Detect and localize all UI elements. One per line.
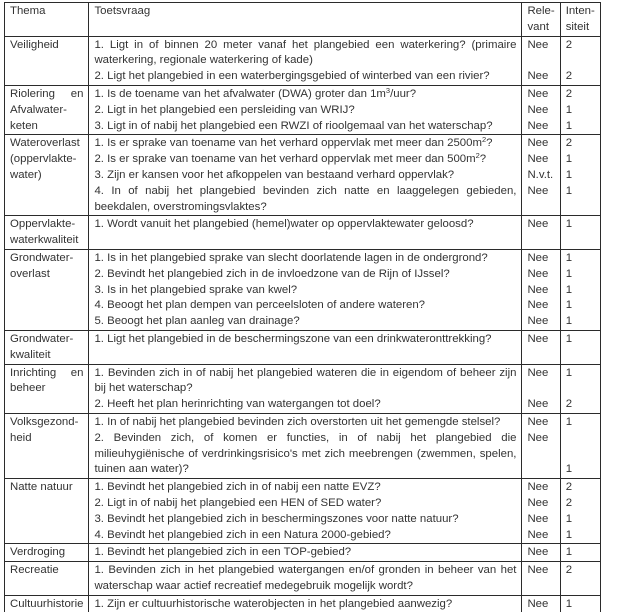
- superscript: 2: [475, 151, 480, 161]
- header-relevant: [522, 3, 560, 37]
- thema-cell: [5, 85, 89, 134]
- thema-cell: [5, 216, 89, 250]
- relevant-value: Nee: [527, 366, 549, 379]
- intensiteit-value: 2: [565, 137, 573, 150]
- relevant-cell: [522, 364, 560, 413]
- thema-cell: [5, 413, 89, 478]
- relevant-value: Nee: [527, 431, 549, 444]
- table-row: [5, 216, 601, 250]
- relevant-value: Nee: [527, 87, 549, 100]
- relevant-value: Nee: [527, 512, 549, 525]
- intensiteit-cell: [560, 413, 600, 478]
- thema-cell: [5, 544, 89, 562]
- table-row: [5, 249, 601, 330]
- intensiteit-value: 2: [565, 87, 573, 100]
- table-row: [5, 36, 601, 85]
- intensiteit-value: 2: [565, 398, 573, 411]
- toetsvraag-question: 1. Bevinden zich in of nabij het plangebied wateren die in eigendom of beheer zijn bij het waterschap?: [94, 366, 517, 395]
- toetsvraag-question: 1. Is er sprake van toename van het verhard oppervlak met meer dan $2500m^2$?: [94, 135, 493, 150]
- intensiteit-value: 1: [565, 415, 573, 428]
- toetsvraag-question: 1. In of nabij het plangebied bevinden zich overstorten uit het gemengde stelsel?: [94, 415, 501, 428]
- toetsvraag-question: 2. Ligt in het plangebied een persleiding van WRIJ?: [94, 103, 355, 116]
- thema-label: keten: [10, 119, 38, 132]
- table-row: [5, 330, 601, 364]
- intensiteit-value: 1: [565, 153, 573, 166]
- table-body: [5, 36, 601, 612]
- intensiteit-value: 1: [565, 546, 573, 559]
- relevant-value: Nee: [527, 564, 549, 577]
- toetsvraag-question: 1. Is de toename van het afvalwater (DWA) groter dan $1m^3$/uur?: [94, 85, 417, 100]
- relevant-value: Nee: [527, 315, 549, 328]
- table-row: [5, 364, 601, 413]
- relevant-value: Nee: [527, 251, 549, 264]
- relevant-value: Nee: [527, 119, 549, 132]
- toetsvraag-question: 3. Is in het plangebied sprake van kwel?: [94, 283, 298, 296]
- relevant-value: [527, 53, 554, 69]
- toetsvraag-question: 3. Bevindt het plangebied zich in beschermingszones voor natte natuur?: [94, 512, 459, 525]
- thema-label: heid: [10, 431, 32, 444]
- intensiteit-value: 1: [565, 103, 573, 116]
- table-row: [5, 85, 601, 134]
- toetsvraag-question: 3. Ligt in of nabij het plangebied een RWZI of rioolgemaal van het waterschap?: [94, 119, 493, 132]
- thema-label: (oppervlakte-: [10, 153, 77, 166]
- intensiteit-cell: [560, 562, 600, 596]
- intensiteit-value: [566, 431, 595, 447]
- intensiteit-cell: [560, 479, 600, 544]
- table-row: [5, 479, 601, 544]
- intensiteit-value: 1: [565, 267, 573, 280]
- toetsvraag-question: 3. Zijn er kansen voor het afkoppelen van bestaand verhard oppervlak?: [94, 168, 455, 181]
- thema-cell: [5, 36, 89, 85]
- relevant-value: Nee: [527, 415, 549, 428]
- relevant-value: Nee: [527, 218, 549, 231]
- toetsvraag-question: 2. Ligt het plangebied in een waterbergingsgebied of winterbed van een rivier?: [94, 70, 490, 83]
- thema-cell: [5, 595, 89, 612]
- intensiteit-value: 1: [565, 168, 573, 181]
- toetsvraag-question: 1. Wordt vanuit het plangebied (hemel)water op oppervlaktewater geloosd?: [94, 218, 474, 231]
- thema-label: Natte natuur: [10, 481, 73, 494]
- relevant-value: Nee: [527, 184, 549, 197]
- intensiteit-value: 2: [565, 481, 573, 494]
- intensiteit-cell: [560, 216, 600, 250]
- toetsvragen-table: [4, 2, 601, 612]
- intensiteit-value: 1: [565, 283, 573, 296]
- intensiteit-value: 1: [565, 119, 573, 132]
- table-row: [5, 135, 601, 216]
- thema-label: Veiligheid: [10, 38, 59, 51]
- relevant-value: N.v.t.: [527, 168, 554, 181]
- toetsvraag-question: 2. Ligt in of nabij het plangebied een HEN of SED water?: [94, 496, 382, 509]
- intensiteit-cell: [560, 330, 600, 364]
- table-row: [5, 562, 601, 596]
- header-toetsvraag: [89, 3, 522, 37]
- thema-label: Oppervlakte-: [10, 218, 76, 231]
- intensiteit-value: 1: [565, 463, 573, 476]
- header-thema-label: Thema: [10, 5, 46, 17]
- thema-label: beheer: [10, 382, 46, 395]
- thema-cell: [5, 135, 89, 216]
- intensiteit-value: [566, 53, 595, 69]
- thema-label: Cultuurhistorie: [10, 597, 84, 610]
- toetsvraag-question: 2. Is er sprake van toename van het verhard oppervlak met meer dan $500m^2$?: [94, 151, 487, 166]
- intensiteit-value: 1: [565, 512, 573, 525]
- header-relevant-line: vant: [527, 20, 549, 33]
- toetsvraag-question: 1. Bevindt het plangebied zich in een TOP-gebied?: [94, 546, 352, 559]
- header-toetsvraag-label: Toetsvraag: [94, 5, 151, 17]
- toetsvraag-question: 1. Is in het plangebied sprake van slecht doorlatende lagen in de ondergrond?: [94, 251, 488, 264]
- header-intensiteit-line: siteit: [565, 20, 590, 33]
- thema-label: water): [10, 168, 42, 181]
- thema-cell: [5, 364, 89, 413]
- relevant-value: Nee: [527, 546, 549, 559]
- superscript: 3: [385, 85, 391, 95]
- thema-label: Volksgezond-: [10, 415, 79, 428]
- toetsvraag-question: 2. Heeft het plan herinrichting van watergangen tot doel?: [94, 398, 381, 411]
- intensiteit-cell: [560, 544, 600, 562]
- intensiteit-value: 1: [565, 597, 573, 610]
- intensiteit-value: [566, 381, 595, 397]
- intensiteit-value: 2: [565, 38, 573, 51]
- relevant-cell: [522, 479, 560, 544]
- toetsvraag-question: 4. Bevindt het plangebied zich in een Natura 2000-gebied?: [94, 528, 391, 541]
- thema-label: Wateroverlast: [10, 137, 80, 150]
- thema-label: Riolering en: [10, 87, 84, 100]
- thema-label: Grondwater-: [10, 251, 74, 264]
- intensiteit-cell: [560, 364, 600, 413]
- header-thema: [5, 3, 89, 37]
- header-relevant-line: Rele-: [527, 5, 555, 17]
- toetsvraag-question: 1. Bevinden zich in het plangebied watergangen en/of gronden in beheer van het waterschap waar actief recreatief medegebruik mogelijk wordt?: [94, 564, 517, 592]
- relevant-value: [527, 381, 554, 397]
- intensiteit-value: 2: [565, 70, 573, 83]
- intensiteit-cell: [560, 36, 600, 85]
- toetsvraag-cell: [89, 216, 522, 250]
- thema-cell: [5, 562, 89, 596]
- toetsvraag-cell: [89, 562, 522, 596]
- relevant-value: Nee: [527, 528, 549, 541]
- toetsvraag-cell: [89, 595, 522, 612]
- relevant-value: Nee: [527, 597, 549, 610]
- toetsvraag-cell: [89, 364, 522, 413]
- intensiteit-value: 1: [565, 218, 573, 231]
- relevant-cell: [522, 544, 560, 562]
- toetsvraag-question: 4. Beoogt het plan dempen van perceelsloten of andere wateren?: [94, 299, 426, 312]
- intensiteit-value: 2: [565, 564, 573, 577]
- relevant-value: Nee: [527, 299, 549, 312]
- relevant-value: Nee: [527, 496, 549, 509]
- toetsvraag-question: 4. In of nabij het plangebied bevinden zich natte en laaggelegen gebieden, beekdalen, overstromingsvlaktes?: [94, 184, 517, 213]
- toetsvraag-cell: [89, 330, 522, 364]
- thema-label: overlast: [10, 267, 50, 280]
- thema-label: Afvalwater-: [10, 103, 67, 116]
- header-intensiteit: [560, 3, 600, 37]
- relevant-value: Nee: [527, 283, 549, 296]
- intensiteit-value: 1: [565, 299, 573, 312]
- thema-cell: [5, 249, 89, 330]
- thema-label: Verdroging: [10, 546, 66, 559]
- thema-cell: [5, 479, 89, 544]
- thema-label: Inrichting en: [10, 366, 84, 379]
- toetsvraag-cell: [89, 479, 522, 544]
- toetsvraag-cell: [89, 135, 522, 216]
- thema-cell: [5, 330, 89, 364]
- intensiteit-value: 1: [565, 528, 573, 541]
- header-intensiteit-line: Inten-: [565, 5, 595, 17]
- relevant-value: Nee: [527, 70, 549, 83]
- intensiteit-value: 2: [565, 496, 573, 509]
- relevant-value: Nee: [527, 103, 549, 116]
- toetsvraag-question: 1. Bevindt het plangebied zich in of nabij een natte EVZ?: [94, 481, 381, 494]
- intensiteit-value: 1: [565, 332, 573, 345]
- table-row: [5, 544, 601, 562]
- intensiteit-cell: [560, 135, 600, 216]
- intensiteit-cell: [560, 249, 600, 330]
- toetsvraag-question: 2. Bevindt het plangebied zich in de invloedzone van de Rijn of IJssel?: [94, 267, 450, 280]
- toetsvraag-cell: [89, 413, 522, 478]
- table-row: [5, 413, 601, 478]
- toetsvraag-cell: [89, 544, 522, 562]
- intensiteit-value: 1: [565, 315, 573, 328]
- relevant-value: Nee: [527, 153, 549, 166]
- intensiteit-value: 1: [565, 184, 573, 197]
- superscript: 2: [481, 135, 487, 145]
- toetsvraag-question: 2. Bevinden zich, of komen er functies, in of nabij het plangebied die milieuhygiënische of verdrinkingsrisico's met zich meebrengen (zwemmen, spelen, tuinen aan water)?: [94, 431, 517, 476]
- intensiteit-value: 1: [565, 251, 573, 264]
- relevant-cell: [522, 85, 560, 134]
- intensiteit-value: 1: [565, 366, 573, 379]
- relevant-value: Nee: [527, 38, 549, 51]
- relevant-cell: [522, 36, 560, 85]
- relevant-value: [527, 447, 554, 463]
- toetsvraag-cell: [89, 249, 522, 330]
- relevant-cell: [522, 595, 560, 612]
- table-row: [5, 595, 601, 612]
- toetsvraag-cell: [89, 36, 522, 85]
- relevant-cell: [522, 249, 560, 330]
- relevant-value: Nee: [527, 481, 549, 494]
- toetsvraag-question: 5. Beoogt het plan aanleg van drainage?: [94, 315, 300, 328]
- toetsvraag-cell: [89, 85, 522, 134]
- toetsvraag-question: 1. Ligt het plangebied in de beschermingszone van een drinkwateronttrekking?: [94, 332, 492, 345]
- relevant-value: Nee: [527, 267, 549, 280]
- relevant-value: [527, 462, 554, 478]
- thema-label: Recreatie: [10, 564, 59, 577]
- thema-label: Grondwater-: [10, 332, 74, 345]
- thema-label: kwaliteit: [10, 348, 51, 361]
- intensiteit-cell: [560, 85, 600, 134]
- intensiteit-cell: [560, 595, 600, 612]
- relevant-cell: [522, 330, 560, 364]
- intensiteit-value: [566, 447, 595, 463]
- relevant-cell: [522, 216, 560, 250]
- relevant-cell: [522, 413, 560, 478]
- relevant-value: Nee: [527, 137, 549, 150]
- relevant-value: Nee: [527, 398, 549, 411]
- thema-label: waterkwaliteit: [10, 234, 79, 247]
- header-row: [5, 3, 601, 37]
- relevant-value: Nee: [527, 332, 549, 345]
- relevant-cell: [522, 135, 560, 216]
- relevant-cell: [522, 562, 560, 596]
- toetsvraag-question: 1. Ligt in of binnen 20 meter vanaf het plangebied een waterkering? (primaire waterkering, regionale waterkering of kade): [94, 38, 517, 67]
- toetsvraag-question: 1. Zijn er cultuurhistorische waterobjecten in het plangebied aanwezig?: [94, 597, 453, 610]
